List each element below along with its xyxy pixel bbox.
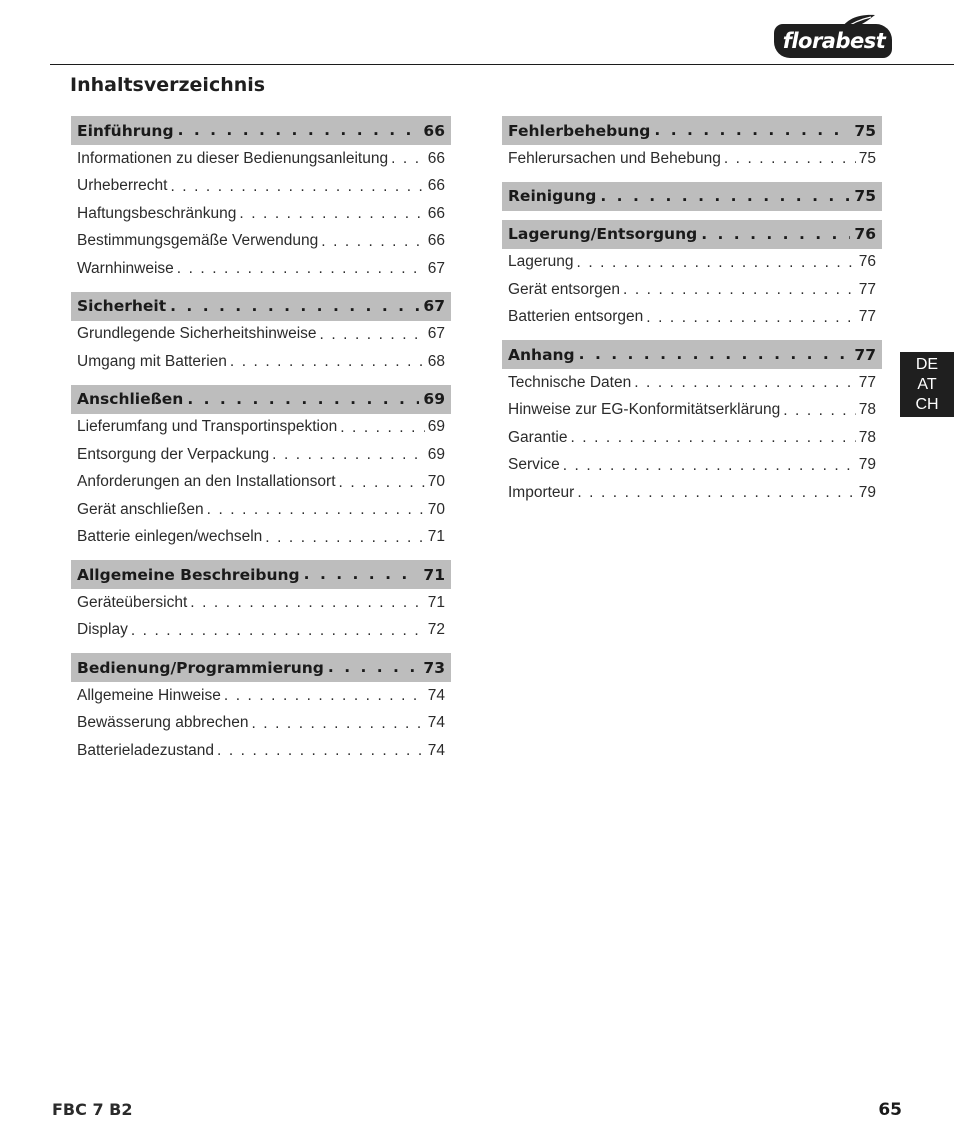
entry-page: 66 — [427, 177, 445, 195]
header-rule — [50, 64, 954, 65]
entry-label: Gerät entsorgen — [508, 280, 621, 298]
entry-label: Batterieladezustand — [77, 741, 215, 759]
dot-leader — [131, 617, 425, 644]
toc-entry[interactable] — [71, 441, 451, 469]
entry-label: Batterie einlegen/wechseln — [77, 528, 263, 546]
page-title: Inhaltsverzeichnis — [70, 74, 266, 96]
toc-section — [71, 560, 451, 644]
entry-page: 71 — [427, 528, 445, 546]
entry-page: 69 — [427, 445, 445, 463]
toc-entry[interactable] — [502, 369, 882, 397]
dot-leader — [251, 710, 424, 737]
entry-label: Garantie — [508, 428, 568, 446]
entry-label: Anforderungen an den Installationsort — [77, 473, 336, 491]
toc-entry[interactable] — [502, 304, 882, 332]
toc-entry[interactable] — [71, 145, 451, 173]
toc-section — [71, 653, 451, 765]
toc-entry[interactable] — [71, 200, 451, 228]
section-page: 75 — [854, 121, 876, 140]
toc-entry[interactable] — [71, 589, 451, 617]
entry-page: 77 — [858, 280, 876, 298]
section-title: Lagerung/Entsorgung — [508, 225, 698, 243]
entry-page: 68 — [427, 352, 445, 370]
entry-page: 76 — [858, 253, 876, 271]
toc-section — [71, 292, 451, 376]
entry-page: 67 — [427, 259, 445, 277]
section-title: Bedienung/Programmierung — [77, 658, 324, 677]
toc-entry[interactable] — [71, 496, 451, 524]
dot-leader — [701, 220, 850, 249]
language-code: AT — [917, 375, 937, 393]
section-title: Einführung — [77, 121, 174, 140]
dot-leader — [577, 479, 855, 506]
toc-section — [502, 220, 882, 332]
section-page: 77 — [854, 345, 876, 364]
entry-page: 78 — [858, 428, 876, 446]
entry-label: Bewässerung abbrechen — [77, 714, 249, 732]
section-title: Reinigung — [508, 187, 597, 205]
dot-leader — [230, 348, 425, 375]
toc-entry[interactable] — [71, 414, 451, 442]
dot-leader — [217, 737, 425, 764]
section-title: Sicherheit — [77, 297, 167, 315]
section-page: 66 — [423, 121, 445, 140]
entry-label: Importeur — [508, 483, 575, 501]
entry-label: Grundlegende Sicherheitshinweise — [77, 325, 317, 343]
entry-page: 66 — [427, 149, 445, 167]
entry-label: Fehlerursachen und Behebung — [508, 149, 721, 167]
toc-section-heading[interactable] — [502, 116, 882, 145]
entry-label: Display — [77, 621, 128, 639]
toc-section-heading[interactable] — [502, 340, 882, 369]
dot-leader — [321, 228, 425, 255]
entry-label: Informationen zu dieser Bedienungsanleitung — [77, 149, 389, 167]
toc-entry[interactable] — [502, 479, 882, 507]
logo-text: florabest — [782, 29, 886, 53]
entry-page: 69 — [427, 418, 445, 436]
language-tab — [900, 352, 954, 417]
dot-leader — [265, 524, 424, 551]
section-page: 76 — [854, 225, 876, 243]
section-title: Anhang — [508, 345, 575, 364]
entry-label: Lagerung — [508, 253, 574, 271]
toc-section — [502, 116, 882, 173]
entry-label: Service — [508, 456, 560, 474]
toc-entry[interactable] — [71, 737, 451, 765]
dot-leader — [170, 173, 424, 200]
section-page: 67 — [423, 297, 445, 315]
entry-label: Gerät anschließen — [77, 500, 204, 518]
toc-entry[interactable] — [71, 321, 451, 349]
dot-leader — [190, 589, 424, 616]
dot-leader — [570, 424, 855, 451]
entry-page: 70 — [427, 500, 445, 518]
entry-label: Entsorgung der Verpackung — [77, 445, 270, 463]
toc-entry[interactable] — [71, 524, 451, 552]
entry-page: 77 — [858, 373, 876, 391]
toc-entry[interactable] — [502, 145, 882, 173]
entry-label: Lieferumfang und Transportinspektion — [77, 418, 338, 436]
toc-entry[interactable] — [71, 617, 451, 645]
entry-page: 79 — [858, 483, 876, 501]
dot-leader — [339, 469, 425, 496]
toc-entry[interactable] — [71, 255, 451, 283]
dot-leader — [563, 452, 856, 479]
dot-leader — [187, 385, 419, 414]
dot-leader — [623, 276, 856, 303]
toc-section — [71, 385, 451, 552]
toc-entry[interactable] — [502, 424, 882, 452]
dot-leader — [178, 116, 420, 145]
dot-leader — [783, 397, 856, 424]
entry-label: Hinweise zur EG-Konformitätserklärung — [508, 401, 781, 419]
entry-page: 66 — [427, 232, 445, 250]
section-title: Fehlerbehebung — [508, 121, 651, 140]
entry-page: 74 — [427, 741, 445, 759]
toc-section-heading[interactable] — [502, 220, 882, 249]
entry-label: Urheberrecht — [77, 177, 168, 195]
entry-page: 74 — [427, 714, 445, 732]
entry-page: 72 — [427, 621, 445, 639]
entry-page: 71 — [427, 593, 445, 611]
dot-leader — [724, 145, 856, 172]
dot-leader — [272, 441, 425, 468]
entry-label: Bestimmungsgemäße Verwendung — [77, 232, 319, 250]
dot-leader — [207, 496, 425, 523]
dot-leader — [600, 182, 850, 211]
entry-page: 74 — [427, 686, 445, 704]
toc-entry[interactable] — [71, 469, 451, 497]
entry-page: 75 — [858, 149, 876, 167]
toc-entry[interactable] — [502, 397, 882, 425]
entry-page: 79 — [858, 456, 876, 474]
toc-entry[interactable] — [502, 249, 882, 277]
language-code: CH — [915, 395, 939, 413]
toc-entry[interactable] — [502, 276, 882, 304]
dot-leader — [177, 255, 425, 282]
section-page: 69 — [423, 390, 445, 408]
toc-section-heading[interactable] — [71, 560, 451, 589]
toc-section — [502, 340, 882, 507]
toc-entry[interactable] — [71, 348, 451, 376]
entry-label: Umgang mit Batterien — [77, 352, 227, 370]
toc-section-heading[interactable] — [502, 182, 882, 211]
page-number: 65 — [878, 1100, 902, 1120]
toc-section-heading[interactable] — [71, 385, 451, 414]
entry-label: Geräteübersicht — [77, 593, 188, 611]
section-page: 73 — [423, 658, 445, 677]
toc-section-heading[interactable] — [71, 653, 451, 682]
toc-entry[interactable] — [71, 710, 451, 738]
toc-entry[interactable] — [71, 228, 451, 256]
entry-label: Warnhinweise — [77, 259, 174, 277]
toc-entry[interactable] — [502, 452, 882, 480]
dot-leader — [654, 116, 850, 145]
entry-label: Technische Daten — [508, 373, 632, 391]
section-title: Anschließen — [77, 390, 184, 408]
dot-leader — [304, 560, 420, 589]
dot-leader — [239, 200, 424, 227]
toc-column-left — [71, 116, 451, 774]
dot-leader — [328, 653, 420, 682]
section-page: 71 — [423, 565, 445, 584]
toc-section-heading[interactable] — [71, 292, 451, 321]
dot-leader — [320, 321, 425, 348]
entry-page: 77 — [858, 308, 876, 326]
language-code: DE — [915, 355, 939, 373]
entry-page: 67 — [427, 325, 445, 343]
toc-column-right — [502, 116, 882, 516]
footer-model: FBC 7 B2 — [52, 1100, 133, 1119]
toc-entry[interactable] — [71, 173, 451, 201]
entry-page: 70 — [427, 473, 445, 491]
dot-leader — [577, 249, 856, 276]
dot-leader — [224, 682, 425, 709]
toc-section-heading[interactable] — [71, 116, 451, 145]
dot-leader — [579, 340, 851, 369]
toc-section — [502, 182, 882, 211]
dot-leader — [646, 304, 855, 331]
section-title: Allgemeine Beschreibung — [77, 565, 300, 584]
entry-label: Batterien entsorgen — [508, 308, 644, 326]
entry-page: 78 — [858, 401, 876, 419]
dot-leader — [391, 145, 425, 172]
dot-leader — [634, 369, 856, 396]
entry-page: 66 — [427, 204, 445, 222]
entry-label: Allgemeine Hinweise — [77, 686, 221, 704]
dot-leader — [170, 292, 419, 321]
toc-section — [71, 116, 451, 283]
entry-label: Haftungsbeschränkung — [77, 204, 237, 222]
toc-entry[interactable] — [71, 682, 451, 710]
dot-leader — [340, 414, 425, 441]
section-page: 75 — [854, 187, 876, 205]
florabest-logo — [774, 14, 894, 60]
